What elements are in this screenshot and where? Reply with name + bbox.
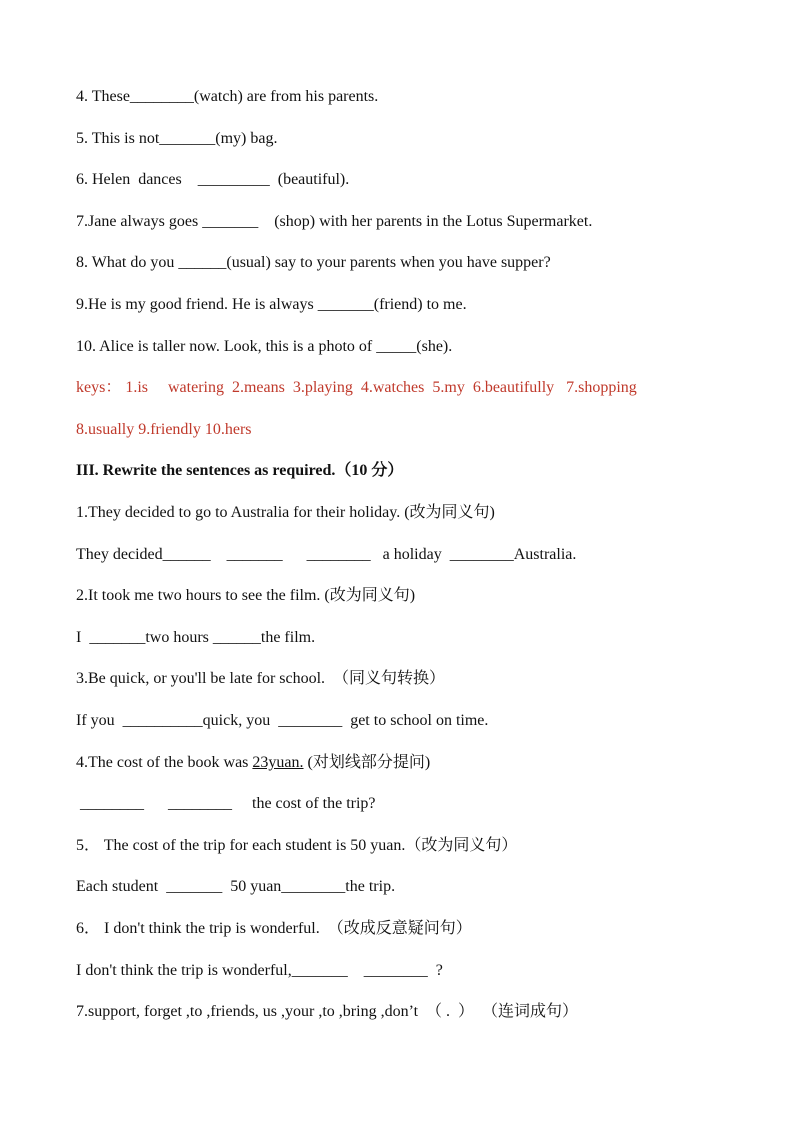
rewrite-item-4 bbox=[76, 753, 430, 773]
rewrite-item-4-instruction: (对划线部分提问) bbox=[303, 754, 431, 771]
fill-item-4: 4. These________(watch) are from his parents. bbox=[76, 88, 379, 105]
fill-item-10: 10. Alice is taller now. Look, this is a photo of _____(she). bbox=[76, 338, 453, 355]
rewrite-item-7: 7.support, forget ,to ,friends, us ,your ,to ,bring ,don’t （ . ） （连词成句） bbox=[76, 1003, 579, 1020]
answer-keys-line-2: 8.usually 9.friendly 10.hers bbox=[76, 421, 252, 438]
section-heading: III. Rewrite the sentences as required.（10 分） bbox=[76, 462, 404, 479]
answer-keys-line-1: keys： 1.is watering 2.means 3.playing 4.watches 5.my 6.beautifully 7.shopping bbox=[76, 379, 637, 396]
rewrite-item-6: 6． I don't think the trip is wonderful. （改成反意疑问句） bbox=[76, 920, 472, 937]
rewrite-item-1-blank: They decided______ _______ ________ a holiday ________Australia. bbox=[76, 546, 577, 563]
rewrite-item-2-blank: I _______two hours ______the film. bbox=[76, 629, 316, 646]
rewrite-item-5-blank: Each student _______ 50 yuan________the trip. bbox=[76, 878, 396, 895]
rewrite-item-2: 2.It took me two hours to see the film. (改为同义句) bbox=[76, 587, 416, 604]
rewrite-item-3: 3.Be quick, or you'll be late for school. （同义句转换） bbox=[76, 670, 446, 687]
rewrite-item-4-blank: ________ ________ the cost of the trip? bbox=[76, 795, 376, 812]
fill-item-9: 9.He is my good friend. He is always _______(friend) to me. bbox=[76, 296, 467, 313]
rewrite-item-1: 1.They decided to go to Australia for their holiday. (改为同义句) bbox=[76, 504, 495, 521]
rewrite-item-6-blank: I don't think the trip is wonderful,_______ ________ ? bbox=[76, 962, 443, 979]
fill-item-7: 7.Jane always goes _______ (shop) with her parents in the Lotus Supermarket. bbox=[76, 213, 593, 230]
fill-item-8: 8. What do you ______(usual) say to your parents when you have supper? bbox=[76, 254, 551, 271]
rewrite-item-5: 5． The cost of the trip for each student is 50 yuan.（改为同义句） bbox=[76, 837, 518, 854]
underlined-answer: 23yuan. bbox=[252, 754, 304, 771]
fill-item-6: 6. Helen dances _________ (beautiful). bbox=[76, 171, 350, 188]
fill-item-5: 5. This is not_______(my) bag. bbox=[76, 130, 278, 147]
rewrite-item-3-blank: If you __________quick, you ________ get to school on time. bbox=[76, 712, 489, 729]
rewrite-item-4-text: 4.The cost of the book was bbox=[76, 754, 253, 771]
